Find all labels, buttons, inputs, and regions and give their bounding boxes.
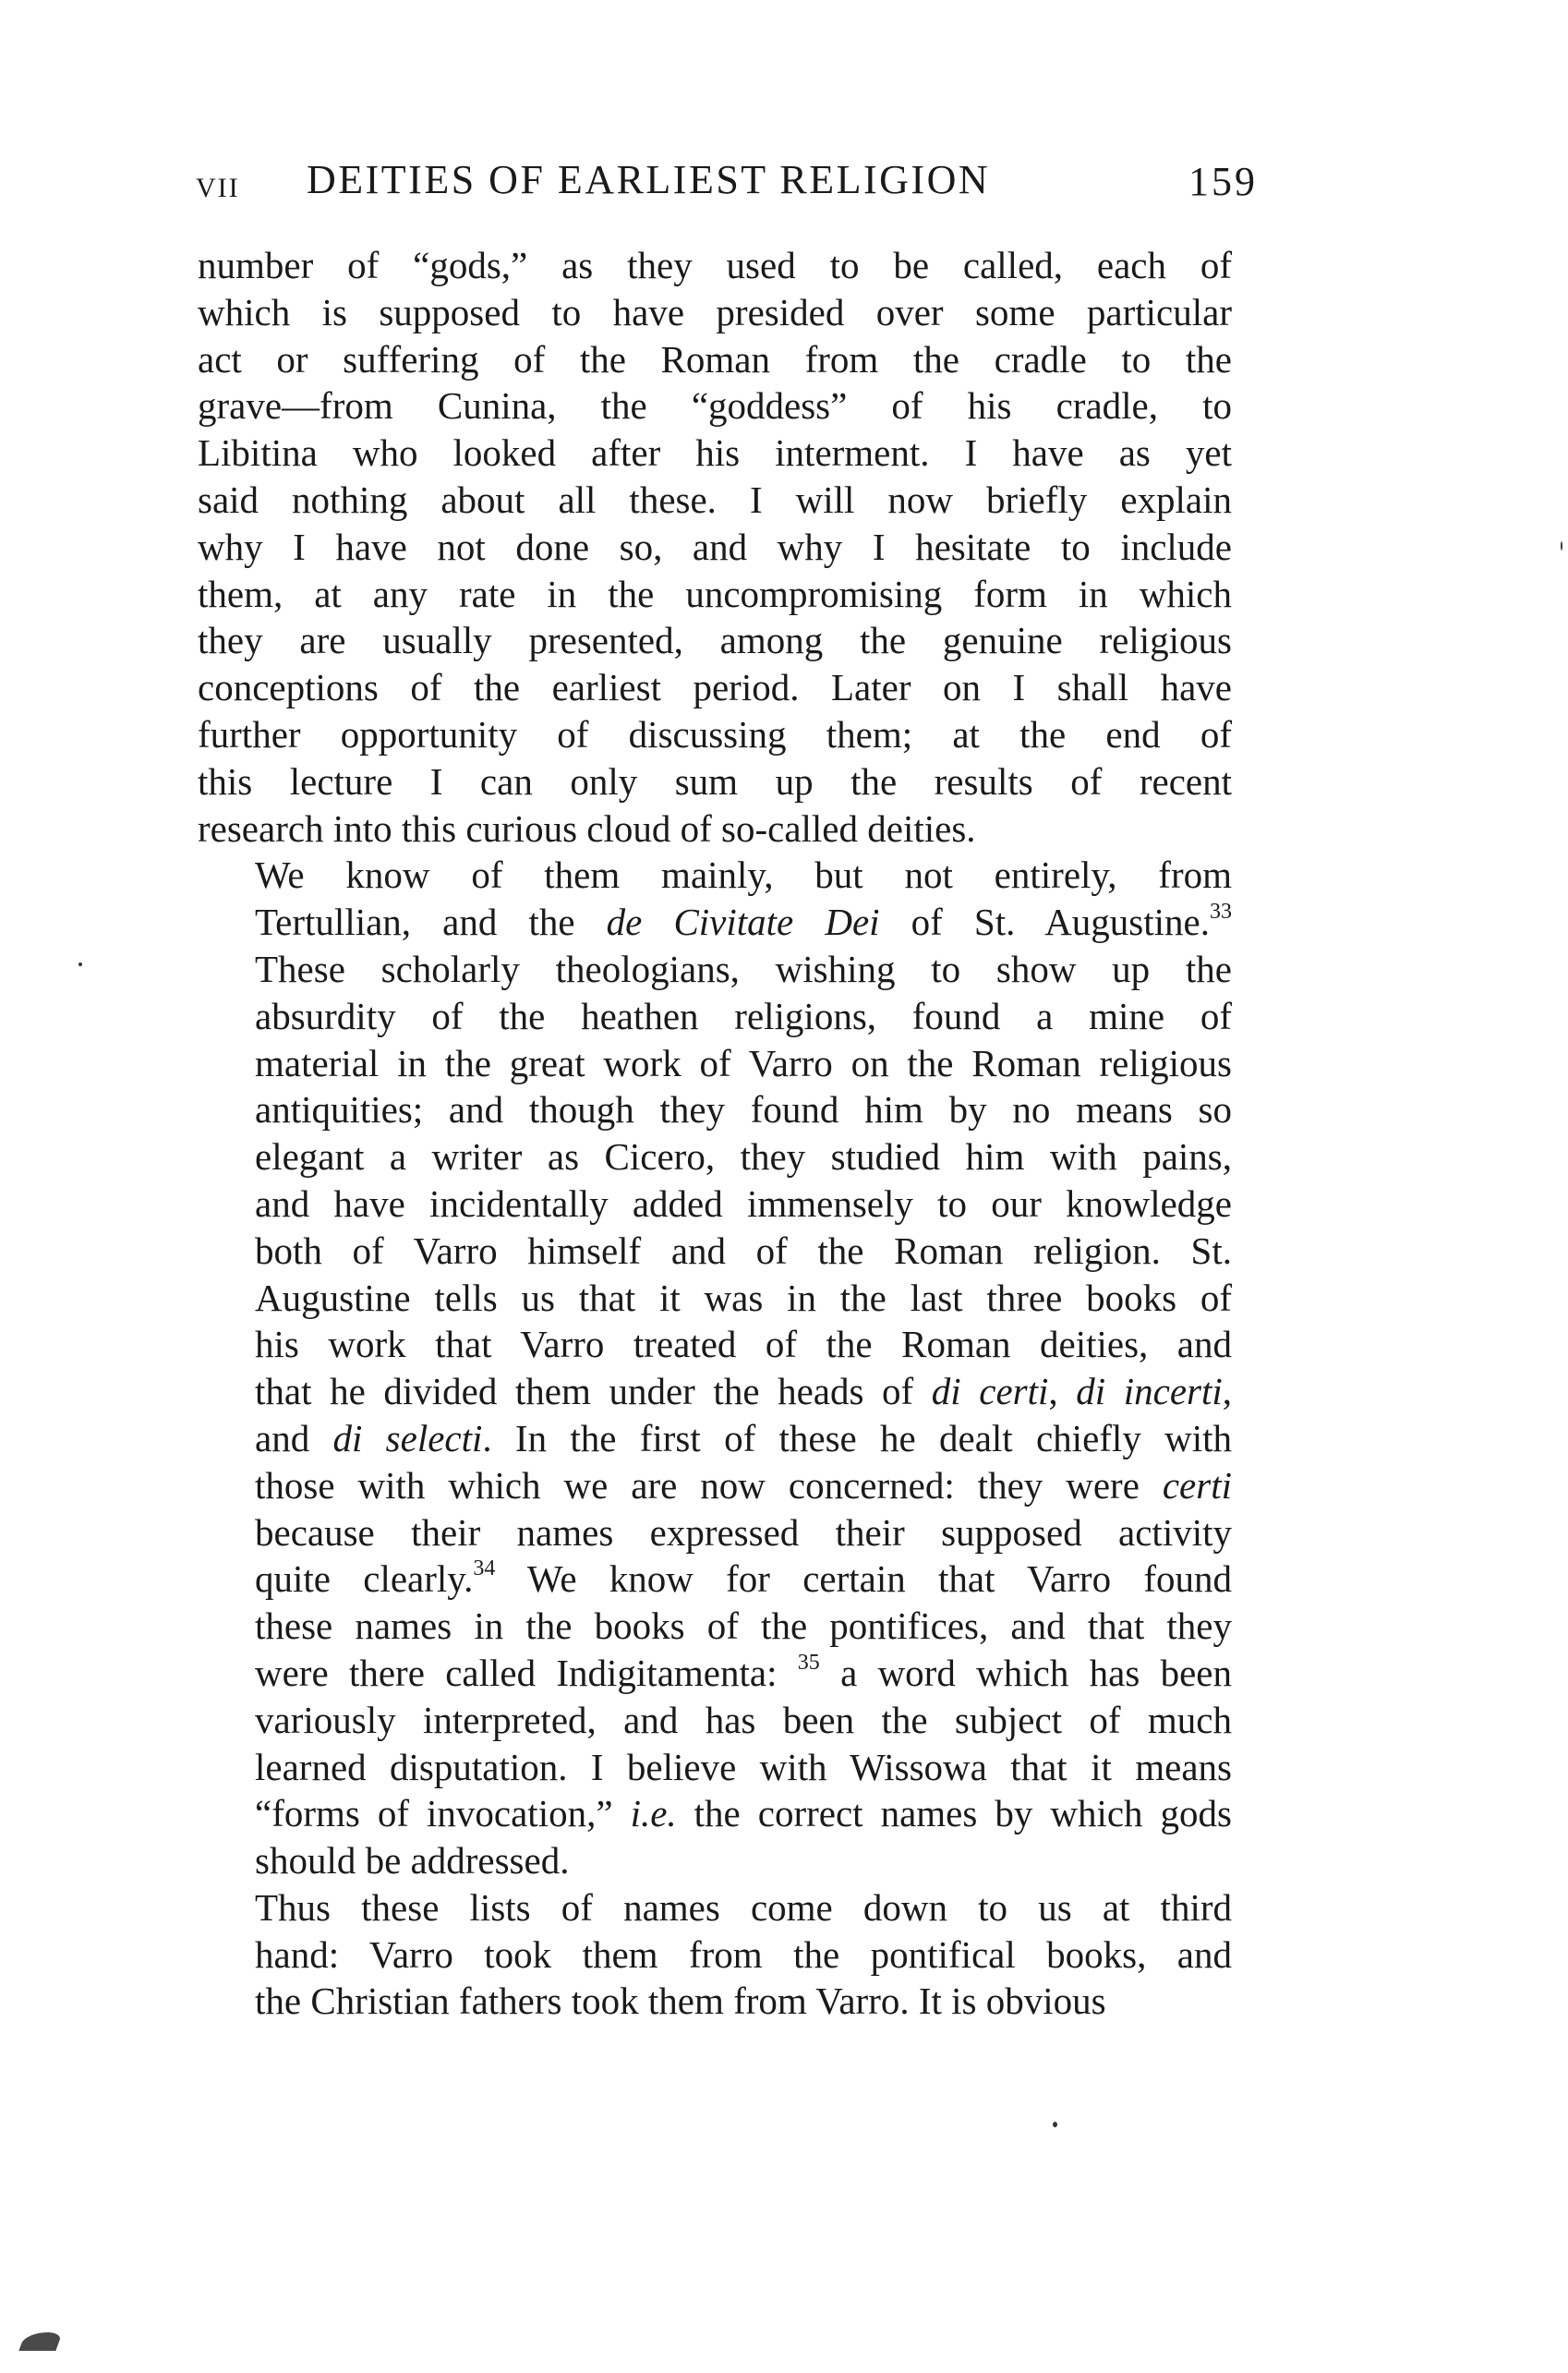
italic-term: di certi [931,1370,1049,1413]
text-line: were there called Indigitamenta: $^{35}$ a word which has been [255,1650,1232,1694]
italic-term: i.e. [630,1792,677,1835]
text-line: both of Varro himself and of the Roman religion. St. [255,1229,1232,1272]
text-line: why I have not done so, and why I hesitate to include [198,525,1232,568]
text-line: learned disputation. I believe with Wissowa that it means [255,1745,1232,1788]
text-line: because their names expressed their supposed activity [255,1510,1232,1554]
text-line: this lecture I can only sum up the results of recent [198,759,1232,803]
page-number: 159 [1188,159,1258,204]
text-line: Thus these lists of names come down to us at third [255,1885,1232,1929]
running-header [196,152,1258,217]
text-line: these names in the books of the pontifices, and that they [255,1604,1232,1648]
text-line: absurdity of the heathen religions, found a mine of [255,994,1232,1037]
text-line: said nothing about all these. I will now briefly explain [198,478,1232,521]
text-line: research into this curious cloud of so-called deities. [198,806,976,850]
paragraph [198,242,1232,852]
text-line: These scholarly theologians, wishing to show up the [255,947,1232,990]
text-line: the Christian fathers took them from Varro. It is obvious [255,1980,1106,2023]
text-line: antiquities; and though they found him by no means so [255,1088,1232,1132]
text-line: those with which we are now concerned: they were certi [255,1463,1232,1507]
text-line: them, at any rate in the uncompromising form in which [198,572,1232,615]
italic-term: di selecti [332,1416,483,1459]
text-line: which is supposed to have presided over some particular [198,290,1232,333]
chapter-number: VII [196,173,240,203]
printer-mark [18,2332,62,2351]
paper-speck [1053,2122,1057,2127]
text-line: Tertullian, and the de Civitate Dei of St. Augustine.$^{33}$ [255,900,1232,944]
italic-term: certi [1162,1463,1232,1507]
text-line: quite clearly.$^{34}$ We know for certain that Varro found [255,1556,1232,1601]
text-line: variously interpreted, and has been the subject of much [255,1698,1232,1741]
text-line: conceptions of the earliest period. Later on I shall have [198,666,1232,709]
paper-speck [78,963,82,966]
text-line: they are usually presented, among the genuine religious [198,619,1232,662]
text-line: “forms of invocation,” i.e. the correct names by which gods [255,1792,1232,1835]
italic-term: de Civitate Dei [606,901,880,944]
text-line: his work that Varro treated of the Roman deities, and [255,1323,1232,1366]
footnote-ref: 33 [1209,900,1232,925]
text-line: should be addressed. [255,1839,570,1883]
text-line: Augustine tells us that it was in the last three books of [255,1276,1232,1319]
text-line: number of “gods,” as they used to be called, each of [198,244,1232,286]
footnote-ref: 35 [797,1650,820,1675]
text-line: hand: Varro took them from the pontifical books, and [255,1932,1232,1976]
paragraph [198,1884,1232,2025]
text-line: elegant a writer as Cicero, they studied him with pains, [255,1135,1232,1179]
text-line: act or suffering of the Roman from the cradle to the [198,337,1232,381]
italic-term: di incerti [1076,1370,1223,1413]
text-line: further opportunity of discussing them; at the end of [198,712,1232,756]
text-line: grave—from Cunina, the “goddess” of his cradle, to [198,384,1232,428]
text-line: and have incidentally added immensely to our knowledge [255,1181,1232,1225]
text-line: that he divided them under the heads of di certi, di incerti, [255,1370,1233,1413]
text-line: material in the great work of Varro on the Roman religious [255,1041,1232,1084]
running-title: DEITIES OF EARLIEST RELIGION [307,157,991,202]
text-line: and di selecti. In the first of these he dealt chiefly with [255,1416,1232,1459]
footnote-ref: 34 [473,1556,496,1581]
paper-speck [1561,541,1562,551]
text-line: We know of them mainly, but not entirely, from [255,854,1232,897]
body-text [198,242,1232,2025]
text-line: Libitina who looked after his interment. I have as yet [198,431,1232,475]
paragraph [198,852,1232,1884]
